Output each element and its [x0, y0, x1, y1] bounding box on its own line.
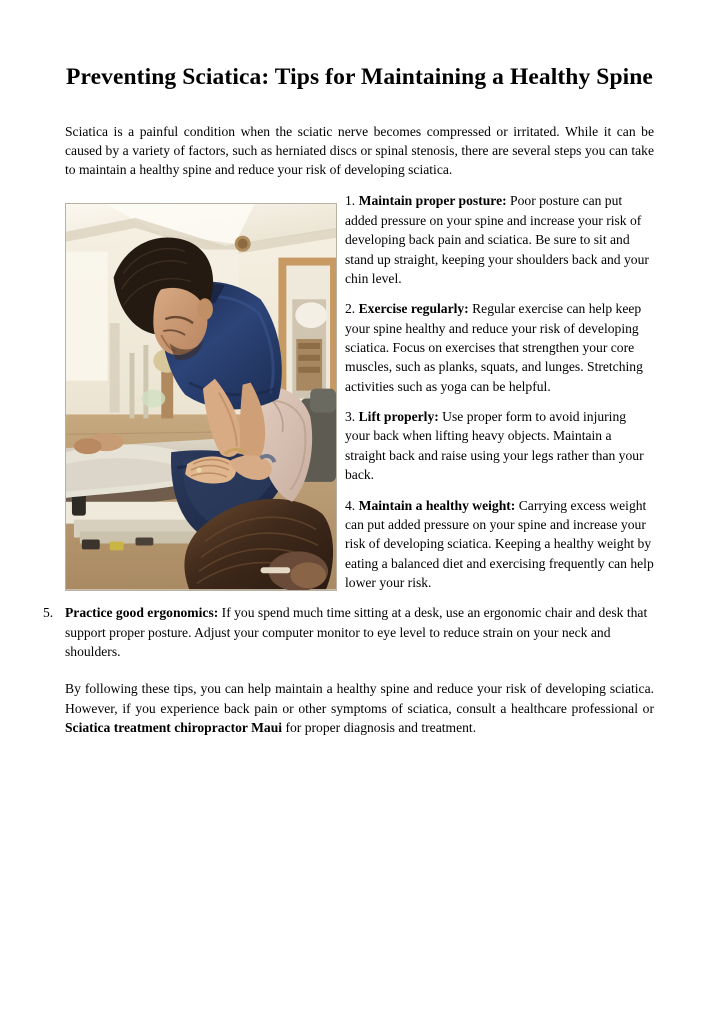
intro-paragraph: Sciatica is a painful condition when the sciatic nerve becomes compressed or irritated. While it can be caused by a variety of factors, such as herniated discs or spinal stenosis, there are several steps you can take to maintain a healthy spine and reduce your risk of developing sciatica.	[65, 124, 654, 178]
tip-number: 3.	[345, 409, 356, 425]
tip-lead: Maintain proper posture:	[358, 193, 507, 209]
tip-number: 4.	[345, 497, 356, 513]
key-phrase: Sciatica treatment chiropractor Maui	[65, 719, 283, 735]
list-item	[43, 603, 654, 661]
body-flow-region	[43, 191, 654, 661]
chiropractic-adjustment-photo	[65, 203, 337, 591]
closing-text-before: By following these tips, you can help maintain a healthy spine and reduce your risk of developing sciatica. However, if you experience back pain or other symptoms of sciatica, consult a healthcare professional or	[65, 681, 654, 716]
tip-lead: Exercise regularly:	[358, 301, 469, 317]
tip-lead: Maintain a healthy weight:	[358, 497, 516, 513]
closing-text-after: for proper diagnosis and treatment.	[282, 719, 477, 735]
tip-lead: Lift properly:	[358, 409, 439, 425]
tip-body: Regular exercise can help keep your spine healthy and reduce your risk of developing sciatica. Focus on exercises that strengthen your core muscles, such as planks, squats, and lunges. Stretching activities such as yoga can be helpful.	[345, 301, 643, 394]
tip-lead: Practice good ergonomics:	[65, 605, 219, 621]
closing-paragraph	[65, 679, 654, 736]
closing-section	[65, 679, 654, 736]
tip-body: If you spend much time sitting at a desk, use an ergonomic chair and desk that support proper posture. Adjust your computer monitor to eye level to reduce strain on your neck and shoulders.	[65, 605, 648, 660]
tip-body: Carrying excess weight can put added pressure on your spine and increase your risk of developing sciatica. Keeping a healthy weight by eating a balanced diet and exercising frequently can help lower your risk.	[345, 497, 654, 590]
tip-number: 5.	[43, 605, 54, 621]
document-content	[43, 62, 654, 737]
page-title: Preventing Sciatica: Tips for Maintaining a Healthy Spine	[66, 64, 653, 90]
tip-number: 1.	[345, 193, 356, 209]
tip-body: Use proper form to avoid injuring your back when lifting heavy objects. Maintain a straight back and raise using your legs rather than your back.	[345, 409, 644, 483]
tip-body: Poor posture can put added pressure on your spine and increase your risk of developing back pain and sciatica. Be sure to sit and stand up straight, keeping your shoulders back and your chin level.	[345, 193, 649, 286]
photo-illustration	[66, 204, 336, 589]
tip-number: 2.	[345, 301, 356, 317]
